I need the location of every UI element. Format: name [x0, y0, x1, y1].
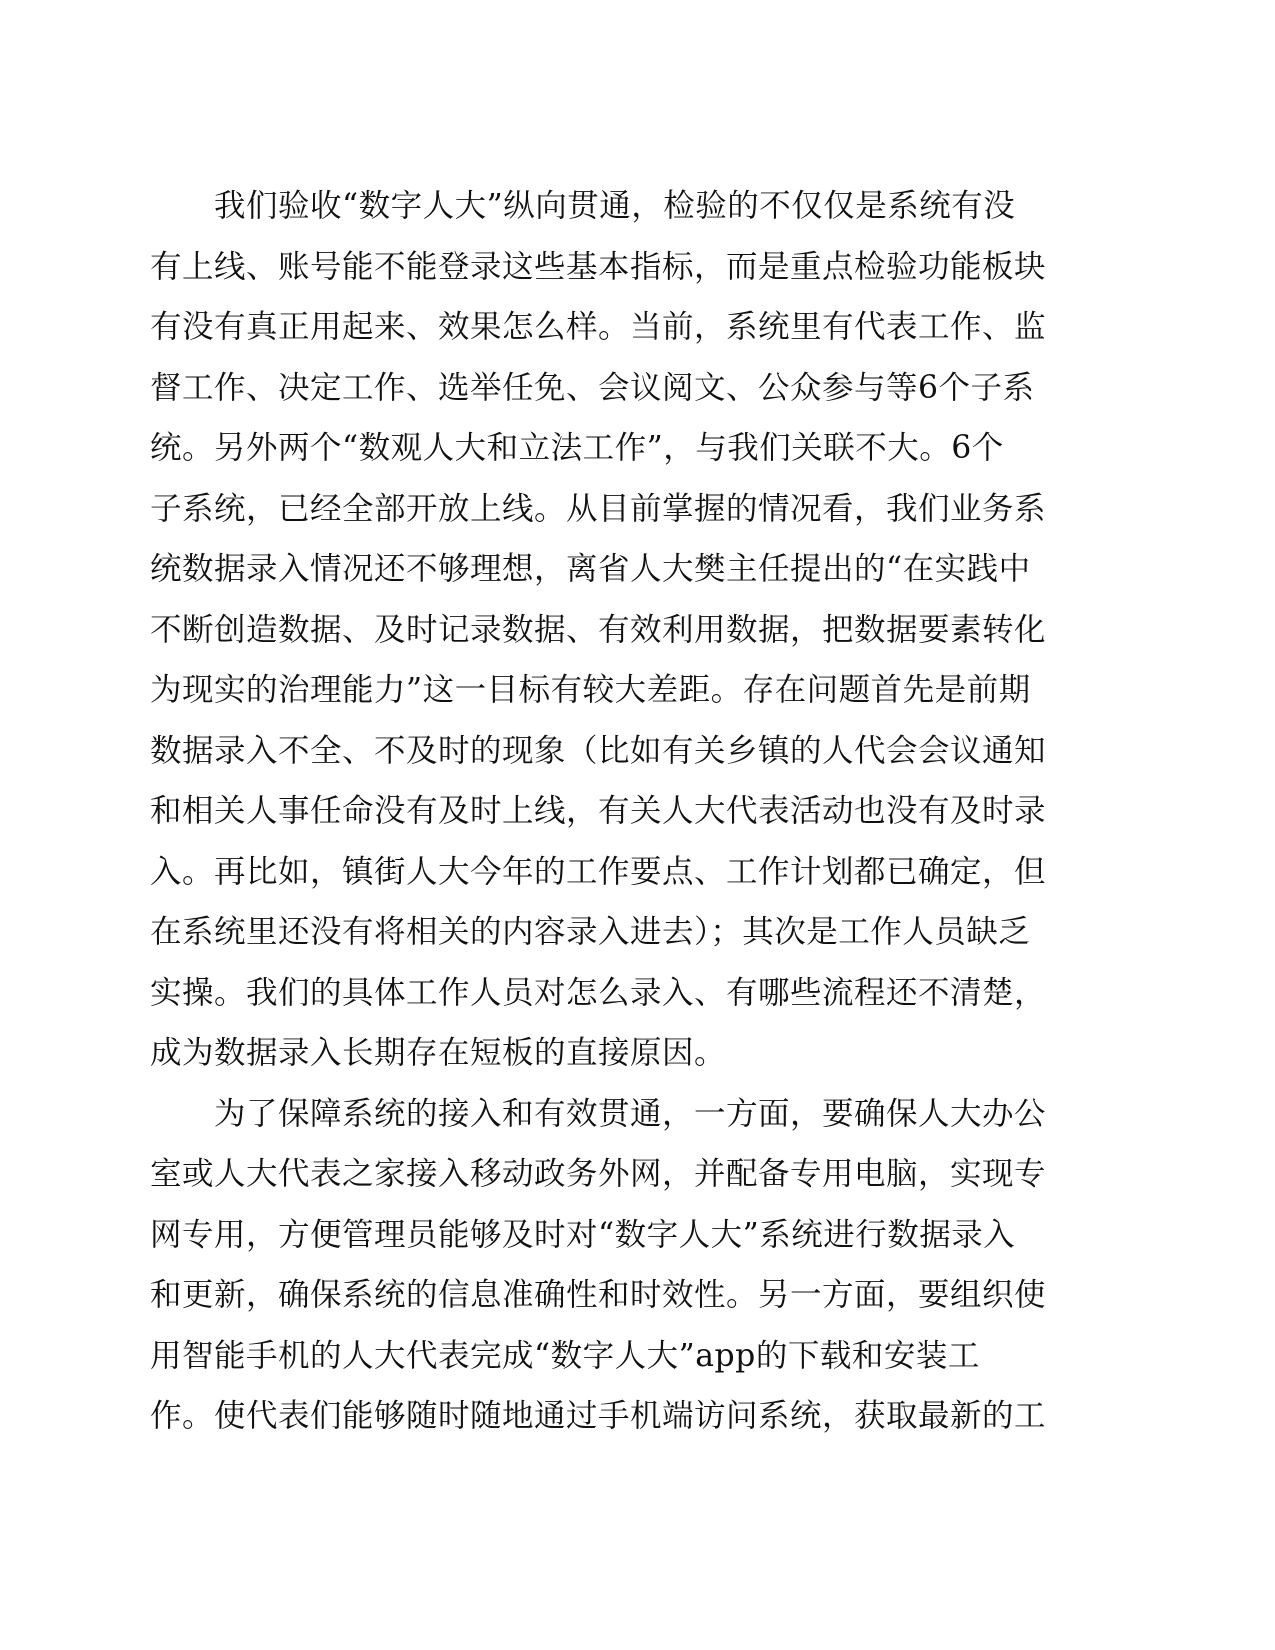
text-line: 为现实的治理能力”这一目标有较大差距。存在问题首先是前期 — [150, 672, 1031, 708]
text-line: 我们验收“数字人大”纵向贯通，检验的不仅仅是系统有没 — [214, 188, 1016, 224]
text-line: 用智能手机的人大代表完成“数字人大”app的下载和安装工 — [150, 1337, 980, 1374]
text-line: 为了保障系统的接入和有效贯通，一方面，要确保人大办公 — [214, 1095, 1047, 1132]
document-body — [150, 176, 1090, 1447]
text-line: 和更新，确保系统的信息准确性和时效性。另一方面，要组织使 — [150, 1277, 1047, 1313]
text-line: 统。另外两个“数观人大和立法工作”，与我们关联不大。6个 — [150, 430, 1004, 466]
text-line: 有上线、账号能不能登录这些基本指标，而是重点检验功能板块 — [150, 248, 1047, 285]
text-line: 有没有真正用起来、效果怎么样。当前，系统里有代表工作、监 — [150, 309, 1047, 345]
text-line: 室或人大代表之家接入移动政务外网，并配备专用电脑，实现专 — [150, 1156, 1047, 1192]
text-line: 成为数据录入长期存在短板的直接原因。 — [150, 1035, 727, 1071]
text-line: 不断创造数据、及时记录数据、有效利用数据，把数据要素转化 — [150, 611, 1047, 648]
text-line: 数据录入不全、不及时的现象（比如有关乡镇的人代会会议通知 — [150, 732, 1047, 769]
paragraph-2 — [150, 1084, 1090, 1447]
text-line: 子系统，已经全部开放上线。从目前掌握的情况看，我们业务系 — [150, 490, 1047, 527]
text-line: 和相关人事任命没有及时上线，有关人大代表活动也没有及时录 — [150, 793, 1047, 829]
text-line: 统数据录入情况还不够理想，离省人大樊主任提出的“在实践中 — [150, 551, 1031, 587]
text-line: 实操。我们的具体工作人员对怎么录入、有哪些流程还不清楚， — [150, 974, 1047, 1011]
text-line: 网专用，方便管理员能够及时对“数字人大”系统进行数据录入 — [150, 1216, 1016, 1253]
text-line: 入。再比如，镇街人大今年的工作要点、工作计划都已确定，但 — [150, 853, 1047, 890]
paragraph-1 — [150, 176, 1090, 1084]
text-line: 作。使代表们能够随时随地通过手机端访问系统，获取最新的工 — [150, 1398, 1047, 1434]
text-line: 在系统里还没有将相关的内容录入进去）；其次是工作人员缺乏 — [150, 914, 1031, 950]
text-line: 督工作、决定工作、选举任免、会议阅文、公众参与等6个子系 — [150, 369, 1035, 406]
